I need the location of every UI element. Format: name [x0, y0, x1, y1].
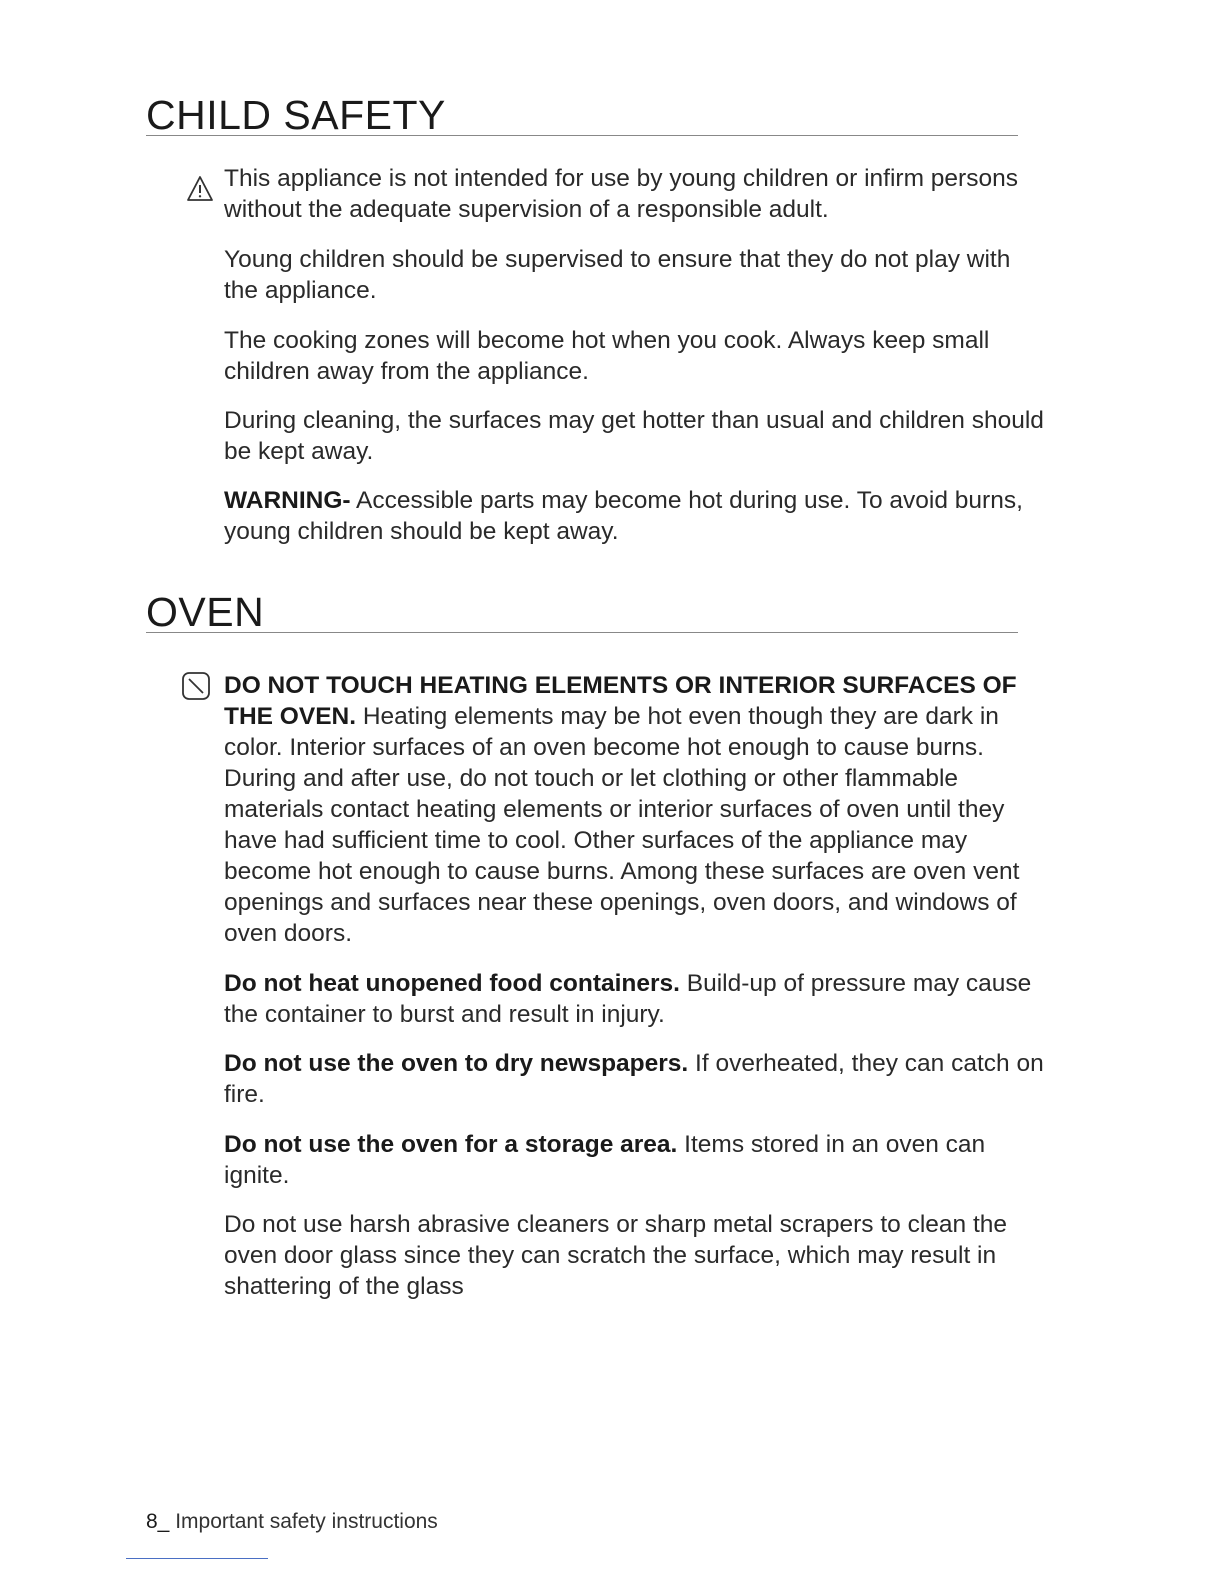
warning-triangle-icon — [186, 175, 214, 208]
child-safety-paragraph: During cleaning, the surfaces may get hotter than usual and children should be kept away. — [224, 407, 1044, 465]
oven-warning-bold: DO NOT TOUCH HEATING ELEMENTS OR INTERIOR SURFACES OF THE OVEN. — [224, 672, 1017, 730]
section-divider — [146, 632, 1018, 633]
child-safety-paragraph: Young children should be supervised to ensure that they do not play with the appliance. — [224, 246, 1011, 304]
footer-section-title: Important safety instructions — [169, 1510, 438, 1533]
oven-warning-bold: Do not use the oven for a storage area. — [224, 1131, 678, 1158]
warning-text: Accessible parts may become hot during use. To avoid burns, young children should be kept away. — [224, 487, 1023, 545]
oven-warning-paragraph — [224, 968, 1044, 1030]
section-divider — [146, 135, 1018, 136]
warning-label: WARNING- — [224, 487, 351, 514]
oven-warning-text: Items stored in an oven can ignite. — [224, 1131, 986, 1189]
oven-final-paragraph: Do not use harsh abrasive cleaners or sharp metal scrapers to clean the oven door glass since they can scratch the surface, which may result in shattering of the glass — [224, 1211, 1008, 1300]
oven-warning-bold: Do not heat unopened food containers. — [224, 970, 680, 997]
oven-warning-text: Build-up of pressure may cause the container to burst and result in injury. — [224, 970, 1032, 1028]
oven-warning-paragraph — [224, 1048, 1044, 1110]
oven-warning-bold: Do not use the oven to dry newspapers. — [224, 1050, 689, 1077]
child-safety-paragraph: The cooking zones will become hot when you cook. Always keep small children away from the appliance. — [224, 327, 990, 385]
oven-warning-paragraph — [224, 1129, 1044, 1191]
section-title-oven: OVEN — [146, 589, 265, 635]
page-footer — [146, 1510, 438, 1534]
page-number: 8_ — [146, 1510, 170, 1533]
footer-rule — [126, 1558, 268, 1559]
child-safety-paragraph: This appliance is not intended for use by young children or infirm persons without the adequate supervision of a responsible adult. — [224, 165, 1018, 223]
section-title-child-safety: CHILD SAFETY — [146, 92, 446, 138]
oven-warning-text: Heating elements may be hot even though they are dark in color. Interior surfaces of an oven become hot enough to cause burns. During and after use, do not touch or let clothing or other flammable materials contact heating elements or interior surfaces of oven until they have had sufficient time to cool. Other surfaces of the appliance may become hot enough to cause burns. Among these surfaces are oven vent openings and surfaces near these openings, oven doors, and windows of oven doors. — [224, 703, 1020, 947]
prohibited-icon — [181, 671, 211, 706]
child-safety-warning-paragraph — [224, 485, 1044, 547]
oven-warning-text: If overheated, they can catch on fire. — [224, 1050, 1044, 1108]
oven-warning-paragraph — [224, 670, 1044, 949]
